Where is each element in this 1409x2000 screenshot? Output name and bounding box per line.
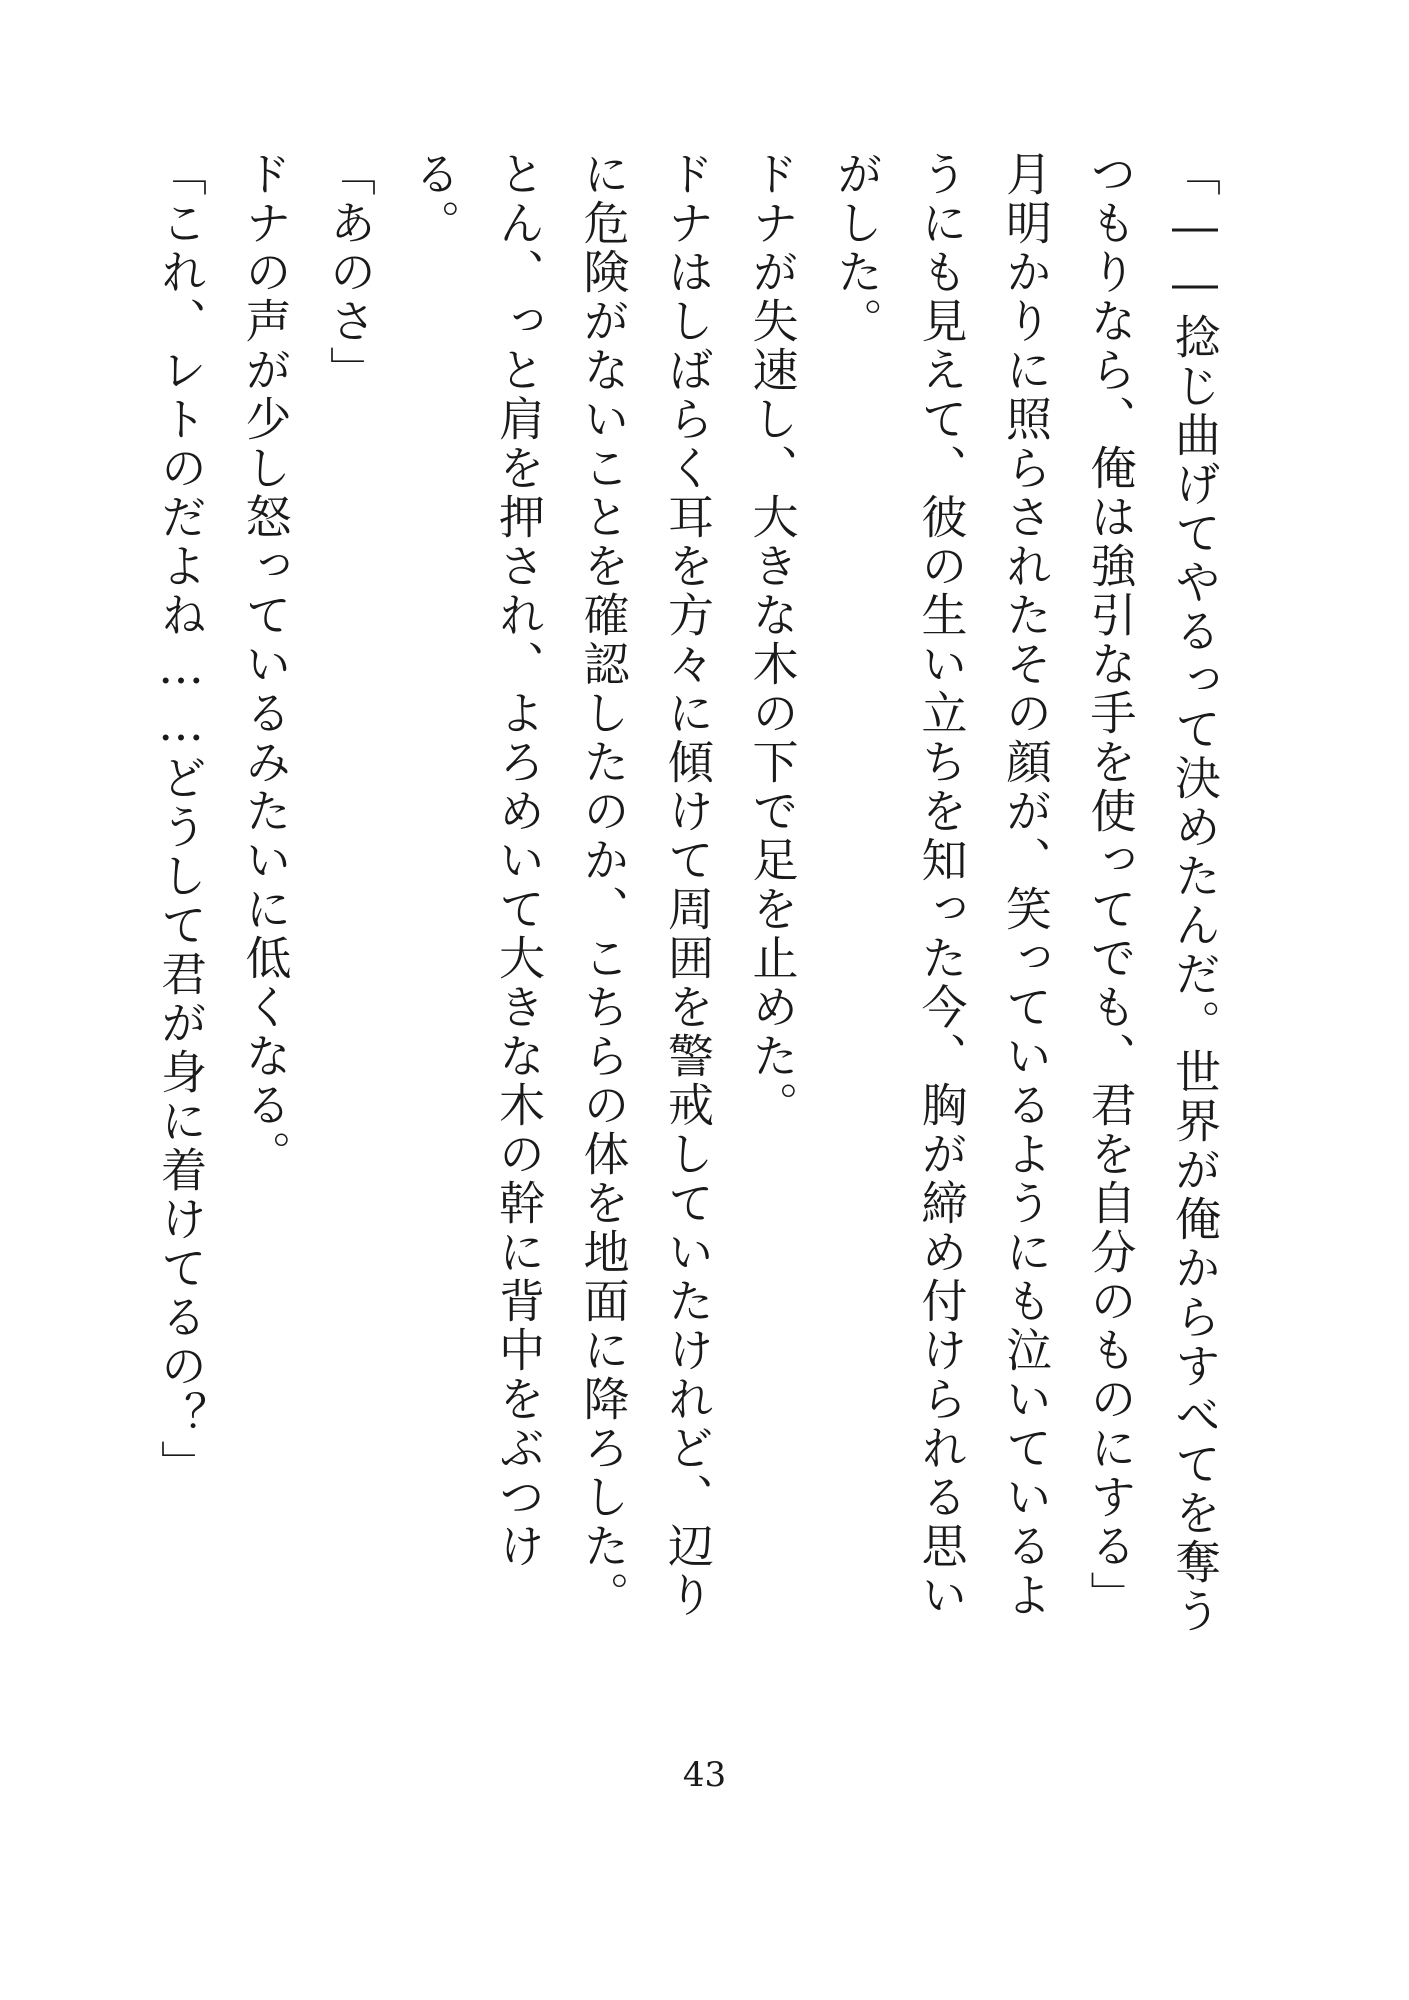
text-line: ドナはしばらく耳を方々に傾けて周囲を警戒していたけれど、辺り — [661, 150, 715, 1620]
text-line: る。 — [407, 150, 462, 248]
text-line: ドナが失速し、大きな木の下で足を止めた。 — [745, 150, 800, 1130]
text-line: とん、っと肩を押され、よろめいて大きな木の幹に背中をぶつけ — [492, 150, 546, 1571]
text-line: がした。 — [830, 150, 884, 346]
page-number: 43 — [682, 1755, 727, 1795]
text-line: うにも見えて、彼の生い立ちを知った今、胸が締め付けられる思い — [914, 150, 969, 1620]
text-line: 「これ、レトのだよね……どうして君が身に着けてるの？」 — [154, 150, 208, 1489]
text-line: 「あのさ」 — [323, 150, 377, 395]
vertical-text-body — [139, 150, 1238, 1790]
text-line: 「――捻じ曲げてやるって決めたんだ。世界が俺からすべてを奪う — [1168, 150, 1222, 1636]
text-line: ドナの声が少し怒っているみたいに低くなる。 — [238, 150, 293, 1179]
text-line: 月明かりに照らされたその顔が、笑っているようにも泣いているよ — [999, 150, 1053, 1620]
text-line: に危険がないことを確認したのか、こちらの体を地面に降ろした。 — [576, 150, 631, 1620]
text-line: つもりなら、俺は強引な手を使ってでも、君を自分のものにする」 — [1083, 150, 1138, 1620]
